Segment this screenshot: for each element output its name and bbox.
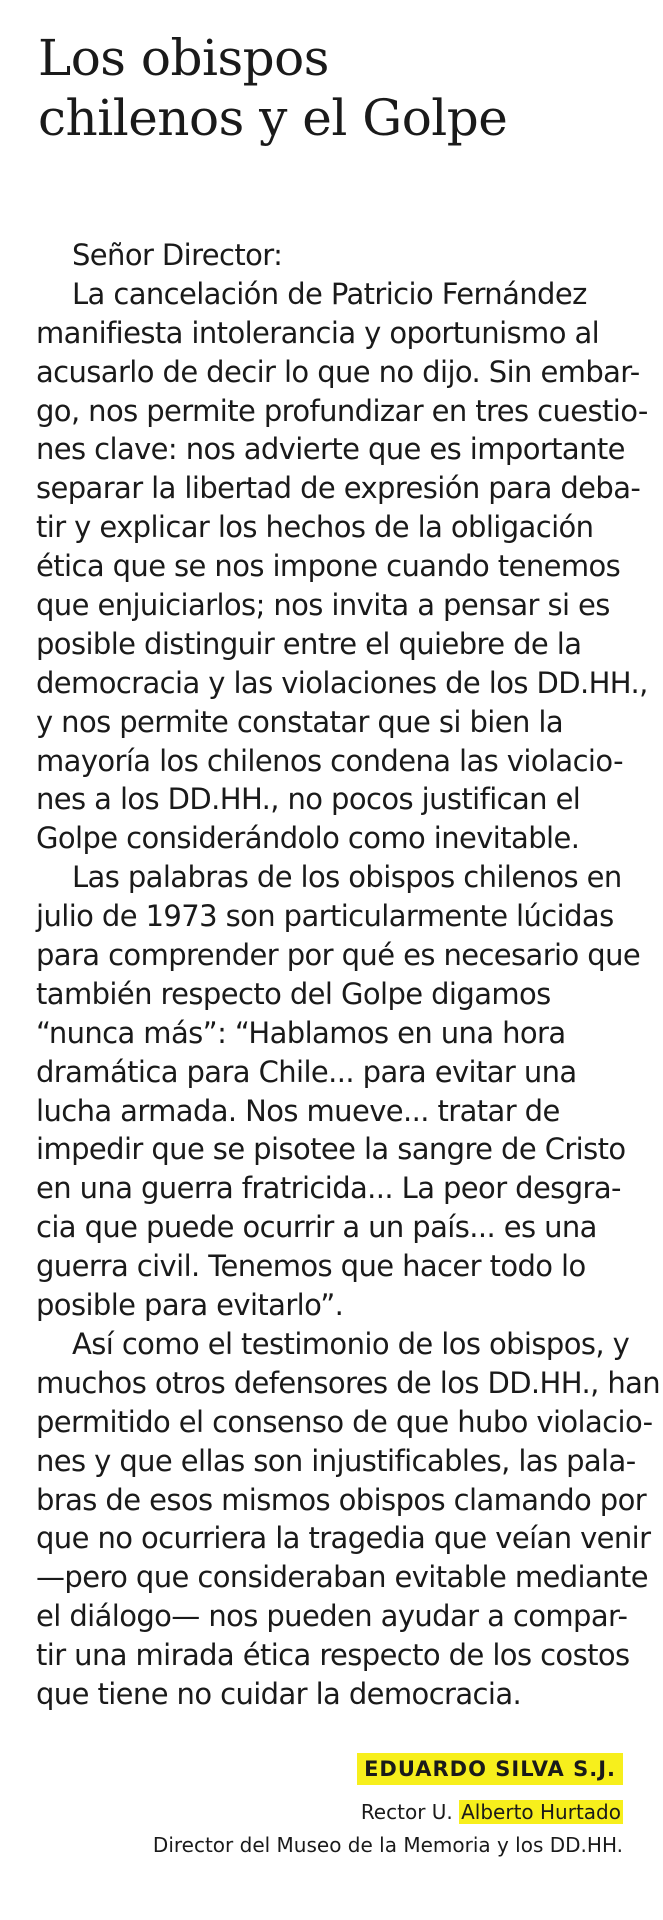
- body-line: —pero que consideraban evitable mediante: [36, 1560, 648, 1595]
- body-line: dramática para Chile... para evitar una: [36, 1054, 577, 1089]
- body-line: que tiene no cuidar la democracia.: [36, 1676, 522, 1711]
- body-line: posible para evitarlo”.: [36, 1288, 344, 1323]
- body-line: que no ocurriera la tragedia que veían venir: [36, 1521, 651, 1556]
- body-line: nes y que ellas son injustificables, las pala-: [36, 1443, 636, 1478]
- body-line: manifiesta intolerancia y oportunismo al: [36, 315, 600, 350]
- body-line: tir y explicar los hechos de la obligación: [36, 510, 594, 545]
- body-line: bras de esos mismos obispos clamando por: [36, 1482, 647, 1517]
- body-line: Las palabras de los obispos chilenos en: [72, 860, 622, 895]
- body-line: el diálogo— nos pueden ayudar a compar-: [36, 1599, 628, 1634]
- author-position: Director del Museo de la Memoria y los DD.HH.: [152, 1833, 623, 1857]
- body-line: mayoría los chilenos condena las violacio-: [36, 743, 623, 778]
- body-line: tir una mirada ética respecto de los costos: [36, 1638, 630, 1673]
- body-line: para comprender por qué es necesario que: [36, 938, 641, 973]
- author-name: EDUARDO SILVA S.J.: [357, 1753, 623, 1785]
- body-line: y nos permite constatar que si bien la: [36, 704, 563, 739]
- body-line: acusarlo de decir lo que no dijo. Sin embar-: [36, 354, 640, 389]
- body-line: lucha armada. Nos mueve... tratar de: [36, 1093, 560, 1128]
- body-line: democracia y las violaciones de los DD.HH.,: [36, 665, 648, 700]
- body-line: muchos otros defensores de los DD.HH., han: [36, 1365, 661, 1400]
- body-line: cia que puede ocurrir a un país... es una: [36, 1210, 597, 1245]
- affiliation-highlight: Alberto Hurtado: [461, 1800, 621, 1824]
- body-line: también respecto del Golpe digamos: [36, 976, 551, 1011]
- headline: [38, 28, 638, 148]
- body-line: Golpe considerándolo como inevitable.: [36, 821, 580, 856]
- letter-body: [36, 236, 661, 1714]
- headline-line-2: chilenos y el Golpe: [38, 89, 508, 147]
- body-line: nes clave: nos advierte que es importante: [36, 432, 625, 467]
- body-line: posible distinguir entre el quiebre de la: [36, 626, 582, 661]
- affiliation-prefix: Rector U.: [360, 1800, 453, 1824]
- body-line: permitido el consenso de que hubo violacio-: [36, 1404, 653, 1439]
- body-line: que enjuiciarlos; nos invita a pensar si es: [36, 588, 610, 623]
- body-line: go, nos permite profundizar en tres cuestio-: [36, 393, 648, 428]
- body-line: julio de 1973 son particularmente lúcidas: [36, 899, 614, 934]
- body-line: impedir que se pisotee la sangre de Cristo: [36, 1132, 626, 1167]
- body-line: La cancelación de Patricio Fernández: [72, 276, 587, 311]
- salutation: Señor Director:: [72, 238, 283, 272]
- body-line: en una guerra fratricida... La peor desgra-: [36, 1171, 621, 1206]
- headline-line-1: Los obispos: [38, 29, 329, 87]
- body-line: Así como el testimonio de los obispos, y: [72, 1326, 630, 1361]
- body-line: guerra civil. Tenemos que hacer todo lo: [36, 1249, 586, 1284]
- author-affiliation: [361, 1797, 623, 1827]
- body-line: “nunca más”: “Hablamos en una hora: [36, 1015, 566, 1050]
- body-line: nes a los DD.HH., no pocos justifican el: [36, 782, 581, 817]
- body-line: ética que se nos impone cuando tenemos: [36, 549, 621, 584]
- body-line: separar la libertad de expresión para deba-: [36, 471, 641, 506]
